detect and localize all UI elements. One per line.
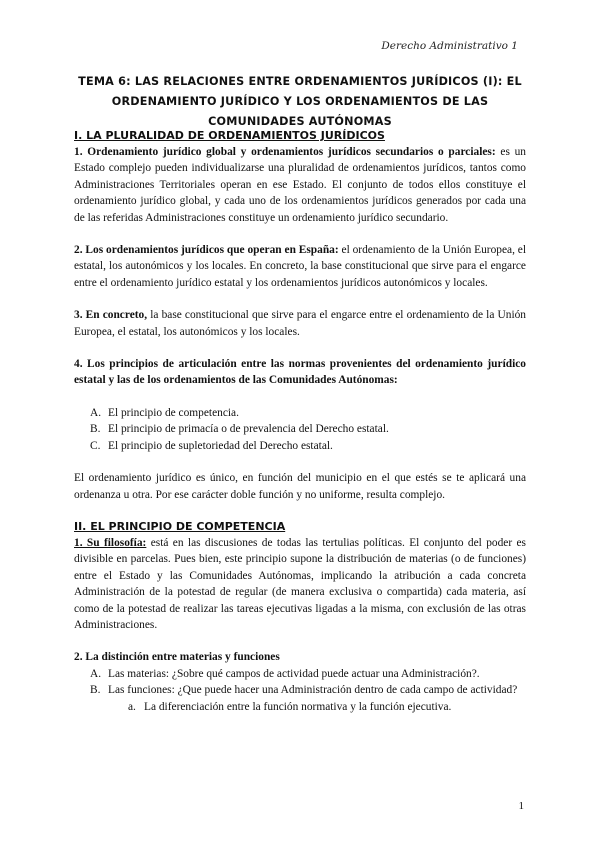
materias-funciones-list (74, 666, 526, 699)
sub-list (74, 699, 526, 715)
list-item: A. El principio de competencia. (90, 406, 239, 419)
paragraph-1-4 (74, 356, 526, 389)
running-header: Derecho Administrativo 1 (381, 40, 518, 52)
paragraph-1-3: 3. En concreto, la base constitucional que sirve para el engarce entre el ordenamiento de la Unión Europea, el estatal, los autonómicos y los locales. (74, 309, 526, 338)
list-item: B. El principio de primacía o de prevalencia del Derecho estatal. (90, 423, 389, 436)
paragraph-1-1: 1. Ordenamiento jurídico global y ordenamientos jurídicos secundarios o parciales: es un Estado complejo pueden individualizarse una pluralidad de ordenamientos jurídicos, tantos como Administraciones Territoriales operan en ese Estado. El conjunto de todos ellos constituye el ordenamiento jurídico global, y cada uno de los ordenamientos jurídicos generados por cada una de las referidas Administraciones constituye un ordenamiento jurídico secundario. (74, 146, 526, 224)
list-item: A. Las materias: ¿Sobre qué campos de actividad puede actuar una Administración?. (90, 667, 480, 680)
paragraph-lead: 1. Ordenamiento jurídico global y ordenamientos jurídicos secundarios o parciales: (74, 146, 496, 158)
paragraph-lead: 3. En concreto, (74, 309, 148, 322)
section-heading-2: II. EL PRINCIPIO DE COMPETENCIA (74, 519, 286, 533)
list-item: C. El principio de supletoriedad del Derecho estatal. (90, 439, 333, 452)
paragraph-lead: 2. La distinción entre materias y funciones (74, 651, 280, 664)
paragraph-lead: 1. Su filosofía: (74, 536, 147, 549)
page-number: 1 (518, 800, 524, 812)
document-title: TEMA 6: LAS RELACIONES ENTRE ORDENAMIENTOS JURÍDICOS (I): EL ORDENAMIENTO JURÍDICO Y LOS ORDENAMIENTOS DE LAS COMUNIDADES AUTÓNOMAS (78, 75, 522, 128)
list-item: B. Las funciones: ¿Que puede hacer una Administración dentro de cada campo de actividad? (90, 684, 518, 697)
principles-list (74, 405, 526, 454)
paragraph-1-2: 2. Los ordenamientos jurídicos que operan en España: el ordenamiento de la Unión Europea, el estatal, los autonómicos y los locales. En concreto, la base constitucional que sirve para el engarce entre el ordenamiento jurídico estatal y los ordenamientos jurídicos autonómicos y locales. (74, 244, 527, 289)
paragraph-2-2 (74, 649, 526, 665)
section-heading-1: I. LA PLURALIDAD DE ORDENAMIENTOS JURÍDICOS (74, 129, 385, 142)
paragraph-lead: 2. Los ordenamientos jurídicos que operan en España: (74, 244, 339, 257)
list-item: a. La diferenciación entre la función normativa y la función ejecutiva. (128, 700, 452, 713)
paragraph-lead: 4. Los principios de articulación entre las normas provenientes del ordenamiento jurídico estatal y las de los ordenamientos de las Comunidades Autónomas: (74, 358, 526, 387)
paragraph-2-1: 1. Su filosofía: está en las discusiones de todas las tertulias políticas. El conjunto del poder es divisible en parcelas. Pues bien, este principio supone la distribución de materias (o de funciones) entre el Estado y las Comunidades Autónomas, implicando la atribución a cada concreta Administración de la potestad de regular (de manera exclusiva o compartida) cada materia, así como de la potestad de realizar las tareas ejecutivas ligadas a la misma, con exclusión de las otras Administraciones. (74, 536, 526, 631)
document-body (74, 128, 526, 715)
note-paragraph: El ordenamiento jurídico es único, en función del municipio en el que estés se te aplicará una ordenanza u otra. Por ese carácter doble función y no uniforme, resulta complejo. (74, 472, 526, 501)
